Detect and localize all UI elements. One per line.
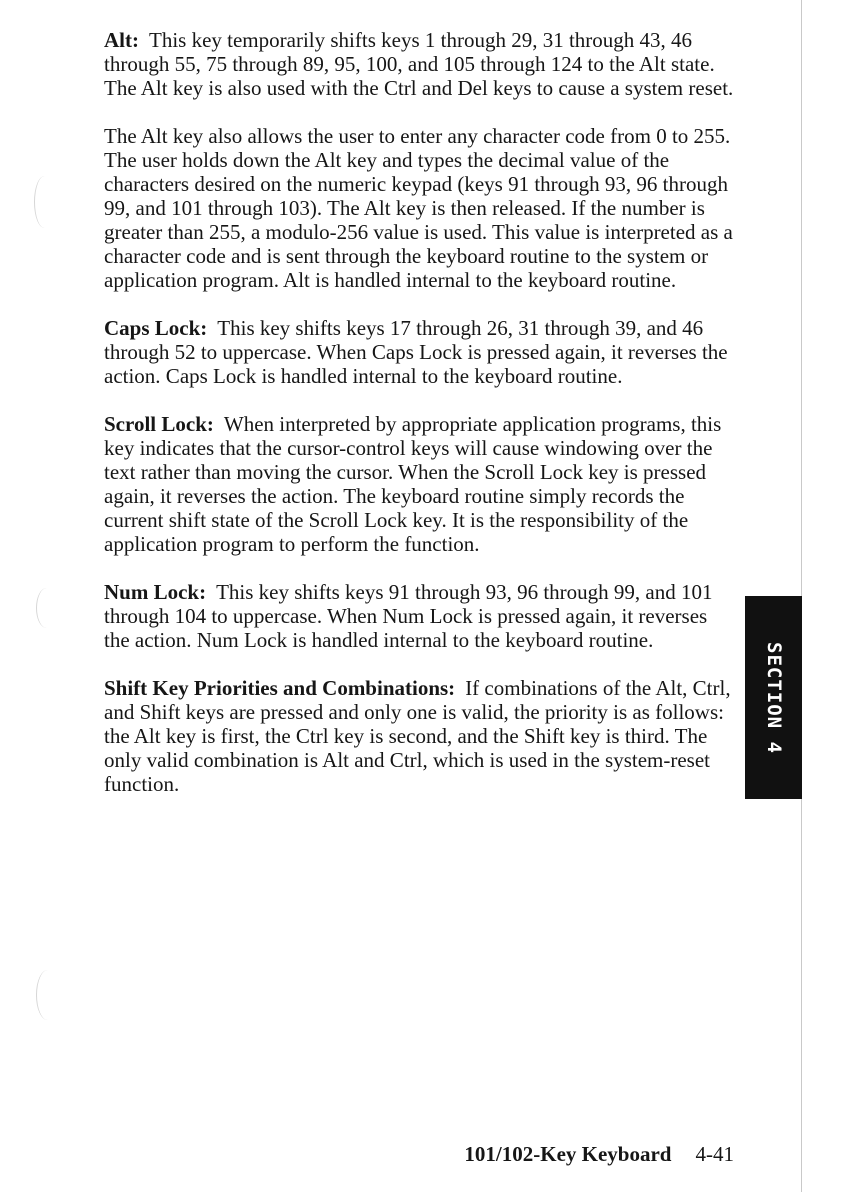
margin-mark-middle [36, 588, 57, 628]
margin-mark-top [34, 176, 55, 228]
footer-title: 101/102-Key Keyboard [464, 1142, 672, 1166]
paragraph-scroll-lock-text: When interpreted by appropriate application programs, this key indicates that the cursor-control keys will cause windowing over the text rather than moving the cursor. When the Scroll Lock key is pressed again, it reverses the action. The keyboard routine simply records the current shift state of the Scroll Lock key. It is the responsibility of the application program to perform the function. [104, 412, 722, 556]
paragraph-scroll-lock [104, 412, 736, 556]
paragraph-shift-key-priorities [104, 676, 736, 796]
paragraph-shift-key-priorities-text: If combinations of the Alt, Ctrl, and Shift keys are pressed and only one is valid, the priority is as follows: the Alt key is first, the Ctrl key is second, and the Shift key is third. The only valid combination is Alt and Ctrl, which is used in the system-reset function. [104, 676, 731, 796]
paragraph-caps-lock [104, 316, 736, 388]
paragraph-alt-text: This key temporarily shifts keys 1 through 29, 31 through 43, 46 through 55, 75 through 89, 95, 100, and 105 through 124 to the Alt state. The Alt key is also used with the Ctrl and Del keys to cause a system reset. [104, 28, 734, 100]
paragraph-num-lock-text: This key shifts keys 91 through 93, 96 through 99, and 101 through 104 to uppercase. When Num Lock is pressed again, it reverses the action. Num Lock is handled internal to the keyboard routine. [104, 580, 713, 652]
page-number: 4-41 [695, 1142, 734, 1166]
paragraph-num-lock [104, 580, 736, 652]
paragraph-caps-lock-text: This key shifts keys 17 through 26, 31 through 39, and 46 through 52 to uppercase. When Caps Lock is pressed again, it reverses the action. Caps Lock is handled internal to the keyboard routine. [104, 316, 728, 388]
term-caps-lock: Caps Lock: [104, 316, 208, 340]
term-alt: Alt: [104, 28, 139, 52]
paragraph-alt-character-code [104, 124, 736, 292]
margin-mark-bottom [36, 970, 59, 1020]
term-scroll-lock: Scroll Lock: [104, 412, 214, 436]
term-num-lock: Num Lock: [104, 580, 207, 604]
paragraph-alt-character-code-text: The Alt key also allows the user to enter any character code from 0 to 255. The user holds down the Alt key and types the decimal value of the characters desired on the numeric keypad (keys 91 through 93, 96 through 99, and 101 through 103). The Alt key is then released. If the number is greater than 255, a modulo-256 value is used. This value is interpreted as a character code and is sent through the keyboard routine to the system or application program. Alt is handled internal to the keyboard routine. [104, 124, 733, 292]
section-tab-label: SECTION 4 [762, 641, 785, 754]
document-body [104, 28, 736, 820]
page-footer [464, 1142, 734, 1167]
term-shift-key-priorities: Shift Key Priorities and Combinations: [104, 676, 456, 700]
paragraph-alt [104, 28, 736, 100]
section-tab [745, 596, 802, 799]
